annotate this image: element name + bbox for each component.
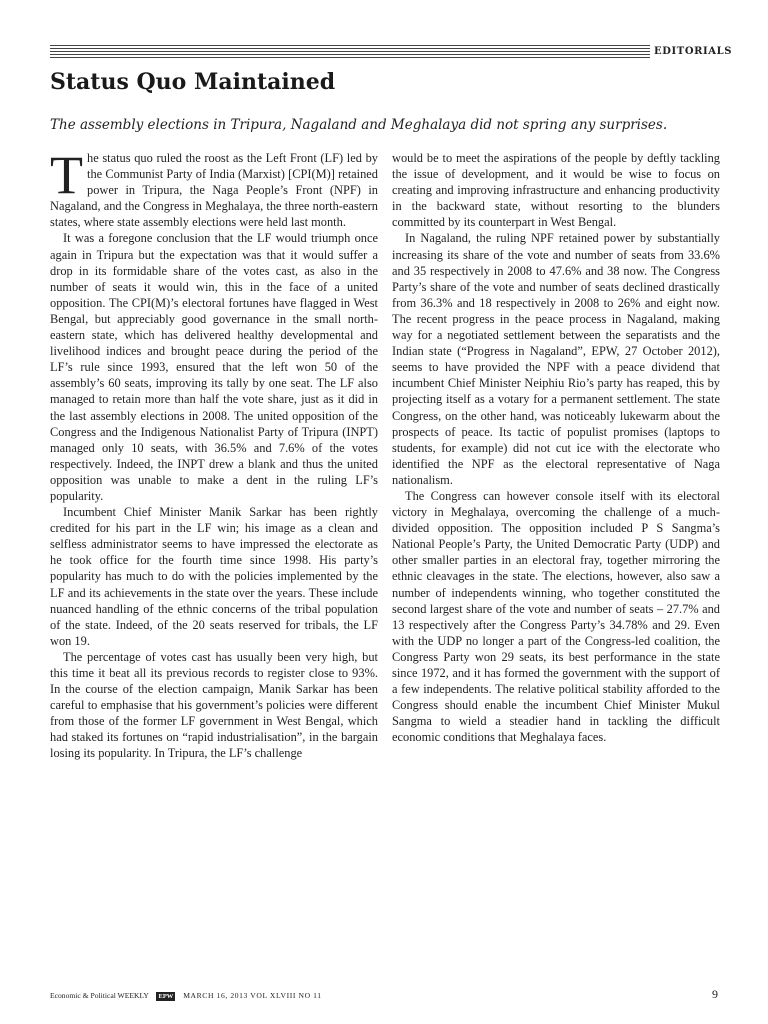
page-footer: [50, 989, 718, 1003]
paragraph-1-text: he status quo ruled the roost as the Left Front (LF) led by the Communist Party of India (Marxist) [CPI(M)] retained power in Tripura, the Naga People’s Front (NPF) in Nagaland, and the Congress in Meghalaya, the three north-eastern states, where state assembly elections were held last month.: [50, 151, 378, 230]
paragraph-5: would be to meet the aspirations of the people by deftly tackling the issue of development, and it would be wise to focus on creating and improving infrastructure and enhancing productivity in the backward state, without resorting to the blunders committed by its counterpart in West Bengal.: [392, 151, 720, 230]
drop-cap: T: [50, 145, 83, 205]
publication-name: Economic & Political WEEKLY: [50, 991, 149, 1000]
article-title: Status Quo Maintained: [50, 69, 336, 95]
page-number: 9: [712, 987, 718, 1001]
paragraph-4: The percentage of votes cast has usually been very high, but this time it beat all its previous records to register close to 93%. In the course of the election campaign, Manik Sarkar has been careful to emphasise that his government’s policies were different from those of the former LF government in West Bengal, which had staked its fortunes on “rapid industrialisation”, in the bargain losing its popularity. In Tripura, the LF’s challenge: [50, 649, 378, 761]
section-label: EDITORIALS: [654, 46, 733, 57]
paragraph-6: In Nagaland, the ruling NPF retained power by substantially increasing its share of the vote and number of seats from 33.6% and 35 respectively in 2008 to 47.6% and 38 now. The Congress Party’s share of the vote and number of seats declined drastically from 36.3% and 18 respectively in 2008 to 26% and eight now. The recent progress in the peace process in Nagaland, making way for a negotiated settlement between the separatists and the Indian state (“Progress in Nagaland”, EPW, 27 October 2012), seems to have provided the NPF with a peace dividend that incumbent Chief Minister Neiphiu Rio’s party has reaped, this by projecting itself as a votary for a permanent settlement. The state Congress, on the other hand, was noticeably lukewarm about the prospects of peace. Its tactic of populist promises (laptops to students, for example) did not cut ice with the electorate who identified the NPF as the electoral representative of Naga nationalism.: [392, 231, 720, 487]
paragraph-2: It was a foregone conclusion that the LF would triumph once again in Tripura but the expectation was that it would suffer a drop in its formidable share of the votes cast, as also in the number of seats it would win, this in the face of a united opposition. The CPI(M)’s electoral fortunes have flagged in West Bengal, but appreciably good governance in the small north-eastern state, which has delivered healthy developmental and livelihood indices and brought peace during the period of the LF’s rule since 1993, ensured that the left won 50 of the assembly’s 60 seats, improving its tally by one seat. The LF also managed to retain more than half the vote share, just as it did in the last assembly elections in 2008. The united opposition of the Congress and the Indigenous Nationalist Party of Tripura (INPT) managed only 10 seats, with 36.5% and 7.6% of the votes respectively. Indeed, the INPT drew a blank and thus the united opposition was unable to make a dent in the ruling LF’s popularity.: [50, 231, 378, 503]
right-column: [392, 150, 720, 745]
paragraph-7: The Congress can however console itself with its electoral victory in Meghalaya, overcoming the challenge of a much-divided opposition. The opposition included P S Sangma’s National People’s Party, the United Democratic Party (UDP) and other smaller parties in an electoral fray, together mirroring the ethnic cleavages in the state. The elections, however, also saw a number of independents winning, who together constituted the second largest share of the vote and number of seats – 27.7% and 13 respectively after the Congress Party’s 34.78% and 29. Even with the UDP no longer a part of the Congress-led coalition, the Congress Party won 29 seats, its best performance in the state since 1972, and it has formed the government with the support of a few independents. The relative political stability afforded to the Congress should enable the incumbent Chief Minister Mukul Sangma to wield a steadier hand in tackling the difficult economic conditions that Meghalaya faces.: [392, 488, 720, 745]
left-column: [50, 145, 378, 762]
issue-info: MARCH 16, 2013 VOL XLVIII NO 11: [183, 991, 322, 1000]
paragraph-3: Incumbent Chief Minister Manik Sarkar has been rightly credited for his part in the LF win; his image as a clean and selfless administrator seems to have impressed the electorate as he took office for the fourth time since 1998. His party’s popularity has much to do with the policies implemented by the LF and its achievements in the state over the years. These include nuanced handling of the ethnic concerns of the tribal population of the state. Indeed, of the 20 seats reserved for tribals, the LF won 19.: [50, 505, 378, 648]
paragraph-1: [50, 145, 378, 230]
article-standfirst: The assembly elections in Tripura, Nagaland and Meghalaya did not spring any surprises.: [50, 117, 668, 133]
epw-logo: EPW: [158, 992, 174, 1000]
section-header-rule: [50, 45, 650, 58]
footer-info: [50, 991, 322, 1001]
